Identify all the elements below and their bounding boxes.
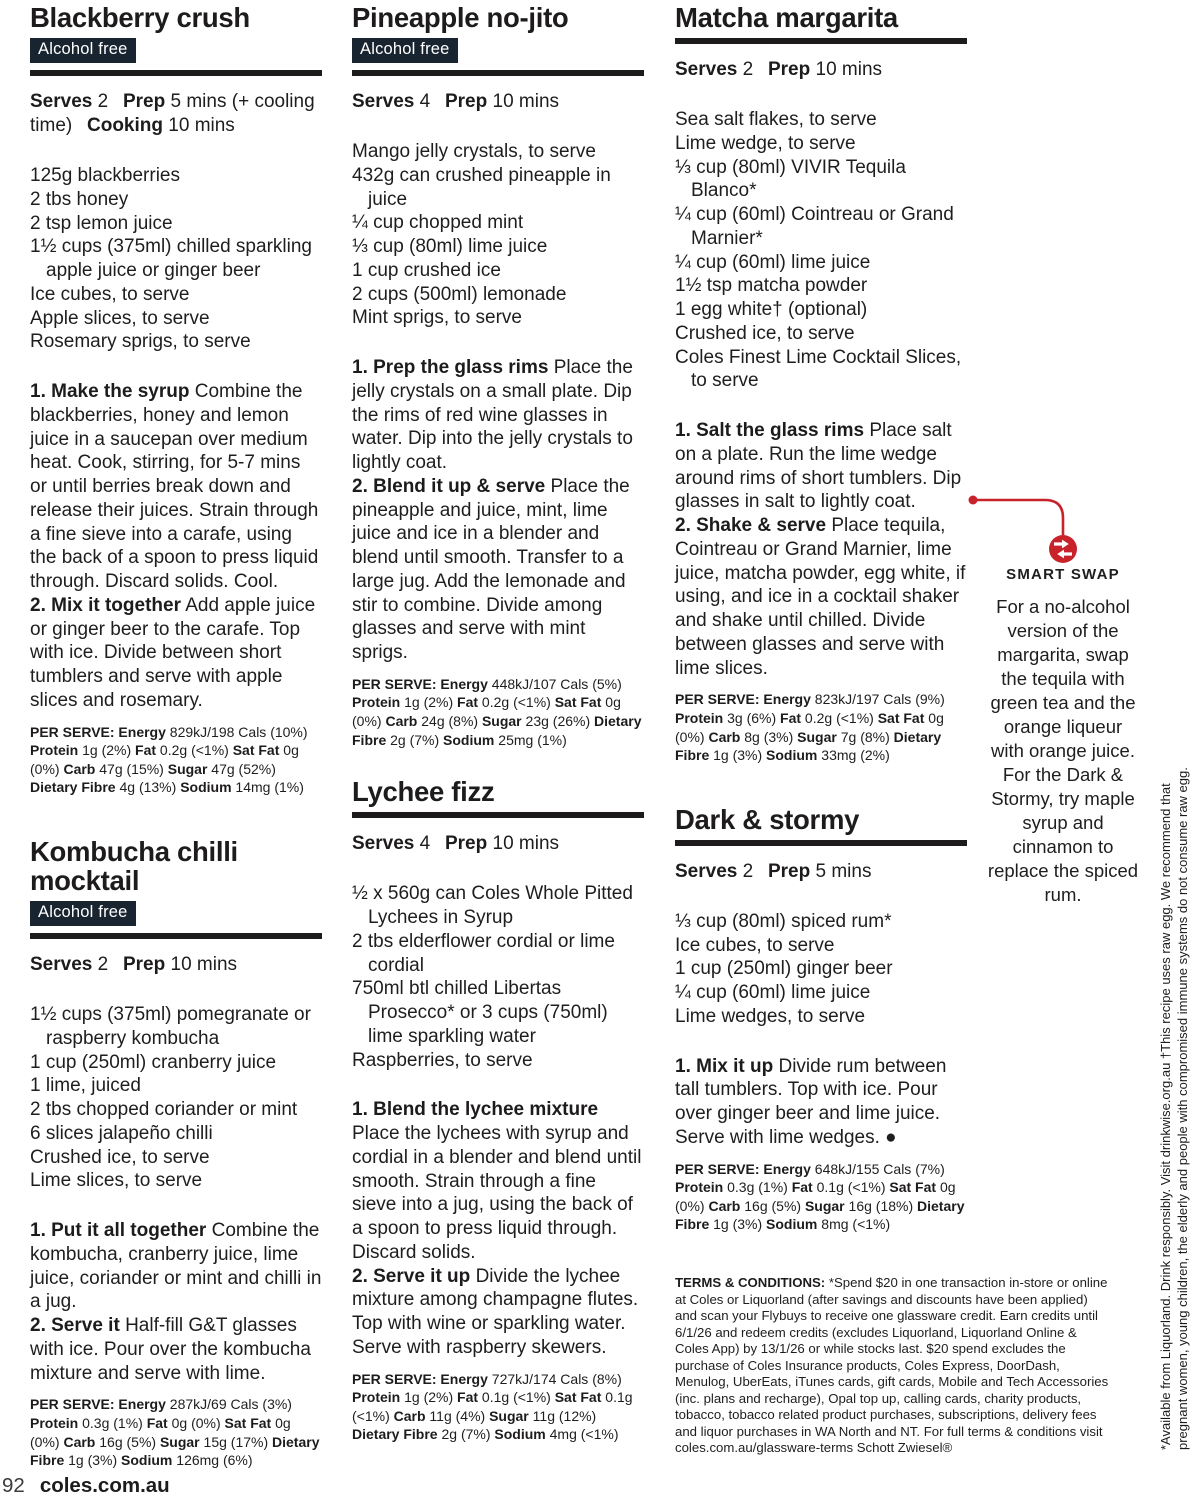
step-text: Divide rum between tall tumblers. Top with ice. Pour over ginger beer and lime juice. Serve with lime wedges. ●	[675, 1055, 947, 1148]
ingredient-line: Ice cubes, to serve	[30, 283, 190, 305]
step-text: Place tequila, Cointreau or Grand Marnier, lime juice, matcha powder, egg white, if using, and ice in a cocktail shaker and shake until chilled. Divide between glasses and serve with lime slices.	[675, 515, 966, 679]
alcohol-free-badge: Alcohol free	[30, 38, 136, 63]
method-step	[30, 1314, 322, 1385]
method-step	[30, 1219, 322, 1314]
ingredient-line: ¼ cup (60ml) lime juice	[675, 251, 871, 273]
method-step	[675, 514, 967, 680]
recipe-dark-and-stormy	[675, 805, 967, 1234]
ingredient-line: Sea salt flakes, to serve	[675, 109, 877, 131]
serves-prep-line: Serves 2 Prep 10 mins	[30, 954, 238, 976]
ingredient-line: 432g can crushed pineapple in juice	[352, 164, 611, 210]
smart-swap-callout	[986, 566, 1140, 907]
step-title: 2. Blend it up & serve	[352, 475, 546, 497]
recipe-title: Lychee fizz	[352, 776, 495, 808]
ingredient-line: Crushed ice, to serve	[675, 322, 855, 344]
method-step	[352, 356, 644, 475]
ingredient-line: 6 slices jalapeño chilli	[30, 1122, 213, 1144]
ingredient-line: Lime wedge, to serve	[675, 132, 856, 154]
ingredient-line: Lime wedges, to serve	[675, 1005, 866, 1027]
ingredient-list	[675, 108, 967, 393]
ingredient-list	[675, 910, 967, 1029]
method	[352, 356, 644, 665]
ingredient-line: 750ml btl chilled Libertas Prosecco* or 3 cups (750ml) lime sparkling water	[352, 978, 608, 1047]
serves-prep-line: Serves 4 Prep 10 mins	[352, 833, 560, 855]
method	[30, 1219, 322, 1385]
ingredient-line: 2 tbs chopped coriander or mint	[30, 1099, 298, 1121]
step-text: Combine the blackberries, honey and lemon juice in a saucepan over medium heat. Cook, stirring, for 5-7 mins or until berries break down and release their juices. Strain through a fine sieve into a carafe, using the back of a spoon to press liquid through. Discard solids. Cool.	[30, 381, 319, 593]
site-url: coles.com.au	[39, 1474, 170, 1497]
nutrition-per-serve: PER SERVE: Energy 287kJ/69 Cals (3%) Protein 0.3g (1%) Fat 0g (0%) Sat Fat 0g (0%) Carb 16g (5%) Sugar 15g (17%) Dietary Fibre 1g (3%) Sodium 126mg (6%)	[30, 1396, 320, 1469]
heading-rule	[675, 38, 967, 44]
terms-body: *Spend $20 in one transaction in-store or online at Coles or Liquorland (after savings and discounts have been applied) and scan your Flybuys to receive one glassware credit. Earn credits until 6/1/26 and redeem credits (excludes Liquorland, Liquorland Online & Coles App) by 13/1/26 or while stocks last. $20 spend excludes the purchase of Coles Insurance products, Coles Express, DoorDash, Menulog, UberEats, iTunes cards, gift cards, Mobile and Tech Accessories (inc. plans and recharge), Opal top up, calling cards, charity products, tobacco, tobacco related product purchases, subscriptions, delivery fees and liquor purchases in WA North and NT. For full terms & conditions visit coles.com.au/glassware-terms Schott Zwiesel®	[675, 1275, 1109, 1456]
ingredient-line: 1 lime, juiced	[30, 1075, 141, 1097]
method-step	[675, 419, 967, 514]
heading-rule	[352, 70, 644, 76]
ingredient-line: ¼ cup (60ml) Cointreau or Grand Marnier*	[675, 204, 954, 249]
ingredient-line: ¼ cup (60ml) lime juice	[675, 982, 871, 1004]
terms-label: TERMS & CONDITIONS:	[675, 1275, 826, 1291]
heading-rule	[352, 812, 644, 818]
step-title: 2. Serve it up	[352, 1265, 471, 1287]
ingredient-line: ⅓ cup (80ml) lime juice	[352, 236, 548, 258]
disclaimer-line: pregnant women, young children, the elderly and people with compromised immune systems do not consume raw egg.	[1175, 767, 1190, 1450]
ingredient-line: Mint sprigs, to serve	[352, 307, 522, 329]
recipe-pineapple-no-jito	[352, 3, 644, 749]
method-step	[675, 1055, 967, 1150]
ingredient-line: 2 tbs elderflower cordial or lime cordial	[352, 930, 615, 976]
ingredient-line: Crushed ice, to serve	[30, 1146, 210, 1168]
ingredient-list	[352, 140, 644, 330]
ingredient-line: 1½ cups (375ml) chilled sparkling apple juice or ginger beer	[30, 236, 312, 282]
method	[675, 419, 967, 680]
column-left	[30, 3, 322, 1470]
ingredient-line: 1 egg white† (optional)	[675, 299, 868, 321]
recipe-title: Matcha margarita	[675, 2, 898, 33]
method-step	[30, 380, 322, 594]
nutrition-per-serve: PER SERVE: Energy 823kJ/197 Cals (9%) Protein 3g (6%) Fat 0.2g (<1%) Sat Fat 0g (0%) Carb 8g (3%) Sugar 7g (8%) Dietary Fibre 1g (3%) Sodium 33mg (2%)	[675, 691, 945, 764]
step-text: Half-fill G&T glasses with ice. Pour over the kombucha mixture and serve with lime.	[30, 1315, 311, 1384]
heading-rule	[30, 933, 322, 939]
ingredient-line: Raspberries, to serve	[352, 1049, 533, 1071]
nutrition-per-serve: PER SERVE: Energy 727kJ/174 Cals (8%) Protein 1g (2%) Fat 0.1g (<1%) Sat Fat 0.1g (<1%) Carb 11g (4%) Sugar 11g (12%) Dietary Fibre 2g (7%) Sodium 4mg (<1%)	[352, 1370, 633, 1443]
alcohol-free-badge: Alcohol free	[30, 901, 136, 926]
column-right	[675, 3, 967, 1234]
ingredient-line: Apple slices, to serve	[30, 307, 210, 329]
recipe-title: Kombucha chilli mocktail	[30, 835, 238, 897]
step-text: Place salt on a plate. Run the lime wedge around rims of short tumblers. Dip glasses in salt to lightly coat.	[675, 420, 962, 513]
method-step	[352, 1098, 644, 1264]
ingredient-line: Coles Finest Lime Cocktail Slices, to serve	[675, 346, 962, 392]
serves-prep-line: Serves 4 Prep 10 mins	[352, 91, 560, 113]
ingredient-line: Rosemary sprigs, to serve	[30, 331, 251, 353]
nutrition-per-serve: PER SERVE: Energy 448kJ/107 Cals (5%) Protein 1g (2%) Fat 0.2g (<1%) Sat Fat 0g (0%) Carb 24g (8%) Sugar 23g (26%) Dietary Fibre 2g (7%) Sodium 25mg (1%)	[352, 675, 642, 748]
step-text: Add apple juice or ginger beer to the carafe. Top with ice. Divide between short tumblers and serve with apple slices and rosemary.	[30, 594, 316, 711]
ingredient-list	[30, 1003, 322, 1193]
step-title: 1. Put it all together	[30, 1220, 207, 1242]
step-title: 2. Serve it	[30, 1315, 120, 1337]
recipe-title: Blackberry crush	[30, 2, 250, 33]
smart-swap-title: SMART SWAP	[1006, 566, 1120, 583]
ingredient-line: 2 tbs honey	[30, 188, 129, 210]
ingredient-line: 2 cups (500ml) lemonade	[352, 283, 567, 305]
ingredient-line: 2 tsp lemon juice	[30, 212, 173, 234]
swap-arrows-icon	[1049, 535, 1077, 563]
ingredient-line: Ice cubes, to serve	[675, 934, 835, 956]
serves-prep-line: Serves 2 Prep 5 mins (+ cooling time) Cooking 10 mins	[30, 91, 315, 137]
method	[352, 1098, 644, 1359]
nutrition-per-serve: PER SERVE: Energy 829kJ/198 Cals (10%) Protein 1g (2%) Fat 0.2g (<1%) Sat Fat 0g (0%) Carb 47g (15%) Sugar 47g (52%) Dietary Fibre 4g (13%) Sodium 14mg (1%)	[30, 723, 308, 796]
recipe-lychee-fizz	[352, 777, 644, 1444]
ingredient-line: 1 cup (250ml) cranberry juice	[30, 1051, 277, 1073]
step-text: Divide the lychee mixture among champagne flutes. Top with wine or sparkling water. Serve with raspberry skewers.	[352, 1265, 639, 1358]
nutrition-per-serve: PER SERVE: Energy 648kJ/155 Cals (7%) Protein 0.3g (1%) Fat 0.1g (<1%) Sat Fat 0g (0%) Carb 16g (5%) Sugar 16g (18%) Dietary Fibre 1g (3%) Sodium 8mg (<1%)	[675, 1160, 965, 1233]
ingredient-line: 125g blackberries	[30, 165, 180, 187]
ingredient-line: 1½ cups (375ml) pomegranate or raspberry kombucha	[30, 1004, 311, 1049]
method-step	[352, 475, 644, 665]
vertical-disclaimer	[1157, 600, 1191, 1450]
step-text: Place the jelly crystals on a small plate. Dip the rims of red wine glasses in water. Dip into the jelly crystals to lightly coat.	[352, 357, 633, 474]
disclaimer-line: *Available from Liquorland. Drink responsibly. Visit drinkwise.org.au †This recipe uses raw egg. We recommend that	[1158, 783, 1173, 1450]
page-footer	[2, 1474, 170, 1498]
ingredient-line: Lime slices, to serve	[30, 1170, 203, 1192]
step-text: Place the pineapple and juice, mint, lime juice and ice in a blender and blend until smooth. Transfer to a large jug. Add the lemonade and stir to combine. Divide among glasses and serve with mint sprigs.	[352, 475, 630, 664]
step-title: 1. Make the syrup	[30, 381, 190, 403]
heading-rule	[30, 70, 322, 76]
serves-prep-line: Serves 2 Prep 10 mins	[675, 59, 883, 81]
ingredient-line: 1½ tsp matcha powder	[675, 275, 868, 297]
ingredient-line: ½ x 560g can Coles Whole Pitted Lychees in Syrup	[352, 883, 633, 929]
recipe-title: Dark & stormy	[675, 803, 860, 835]
step-title: 2. Mix it together	[30, 594, 181, 616]
recipe-blackberry-crush	[30, 3, 322, 797]
serves-prep-line: Serves 2 Prep 5 mins	[675, 860, 872, 882]
column-middle	[352, 3, 644, 1444]
step-title: 1. Prep the glass rims	[352, 357, 549, 379]
ingredient-line: ¼ cup chopped mint	[352, 212, 524, 234]
method	[30, 380, 322, 713]
step-title: 2. Shake & serve	[675, 515, 827, 537]
ingredient-line: Mango jelly crystals, to serve	[352, 141, 596, 163]
ingredient-line: 1 cup (250ml) ginger beer	[675, 958, 893, 980]
ingredient-list	[30, 164, 322, 354]
recipe-title: Pineapple no-jito	[352, 2, 569, 33]
ingredient-line: ⅓ cup (80ml) VIVIR Tequila Blanco*	[675, 156, 906, 202]
recipe-matcha-margarita	[675, 3, 967, 765]
ingredient-list	[352, 882, 644, 1072]
smart-swap-body: For a no-alcohol version of the margarita, swap the tequila with green tea and the orange liqueur with orange juice. For the Dark & Stormy, try maple syrup and cinnamon to replace the spiced rum.	[987, 596, 1139, 905]
step-title: 1. Mix it up	[675, 1055, 774, 1077]
alcohol-free-badge: Alcohol free	[352, 38, 458, 63]
method-step	[352, 1265, 644, 1360]
step-text: Combine the kombucha, cranberry juice, lime juice, coriander or mint and chilli in a jug.	[30, 1220, 322, 1313]
step-title: 1. Blend the lychee mixture	[352, 1099, 599, 1121]
ingredient-line: ⅓ cup (80ml) spiced rum*	[675, 910, 892, 932]
step-title: 1. Salt the glass rims	[675, 420, 865, 442]
step-text: Place the lychees with syrup and cordial in a blender and blend until smooth. Strain through a fine sieve into a jug, using the back of a spoon to press liquid through. Discard solids.	[352, 1123, 642, 1263]
heading-rule	[675, 840, 967, 846]
method	[675, 1055, 967, 1150]
page-number: 92	[2, 1474, 25, 1497]
method-step	[30, 594, 322, 713]
recipe-kombucha-chilli-mocktail	[30, 837, 322, 1470]
ingredient-line: 1 cup crushed ice	[352, 259, 501, 281]
terms-and-conditions	[675, 1275, 1109, 1457]
